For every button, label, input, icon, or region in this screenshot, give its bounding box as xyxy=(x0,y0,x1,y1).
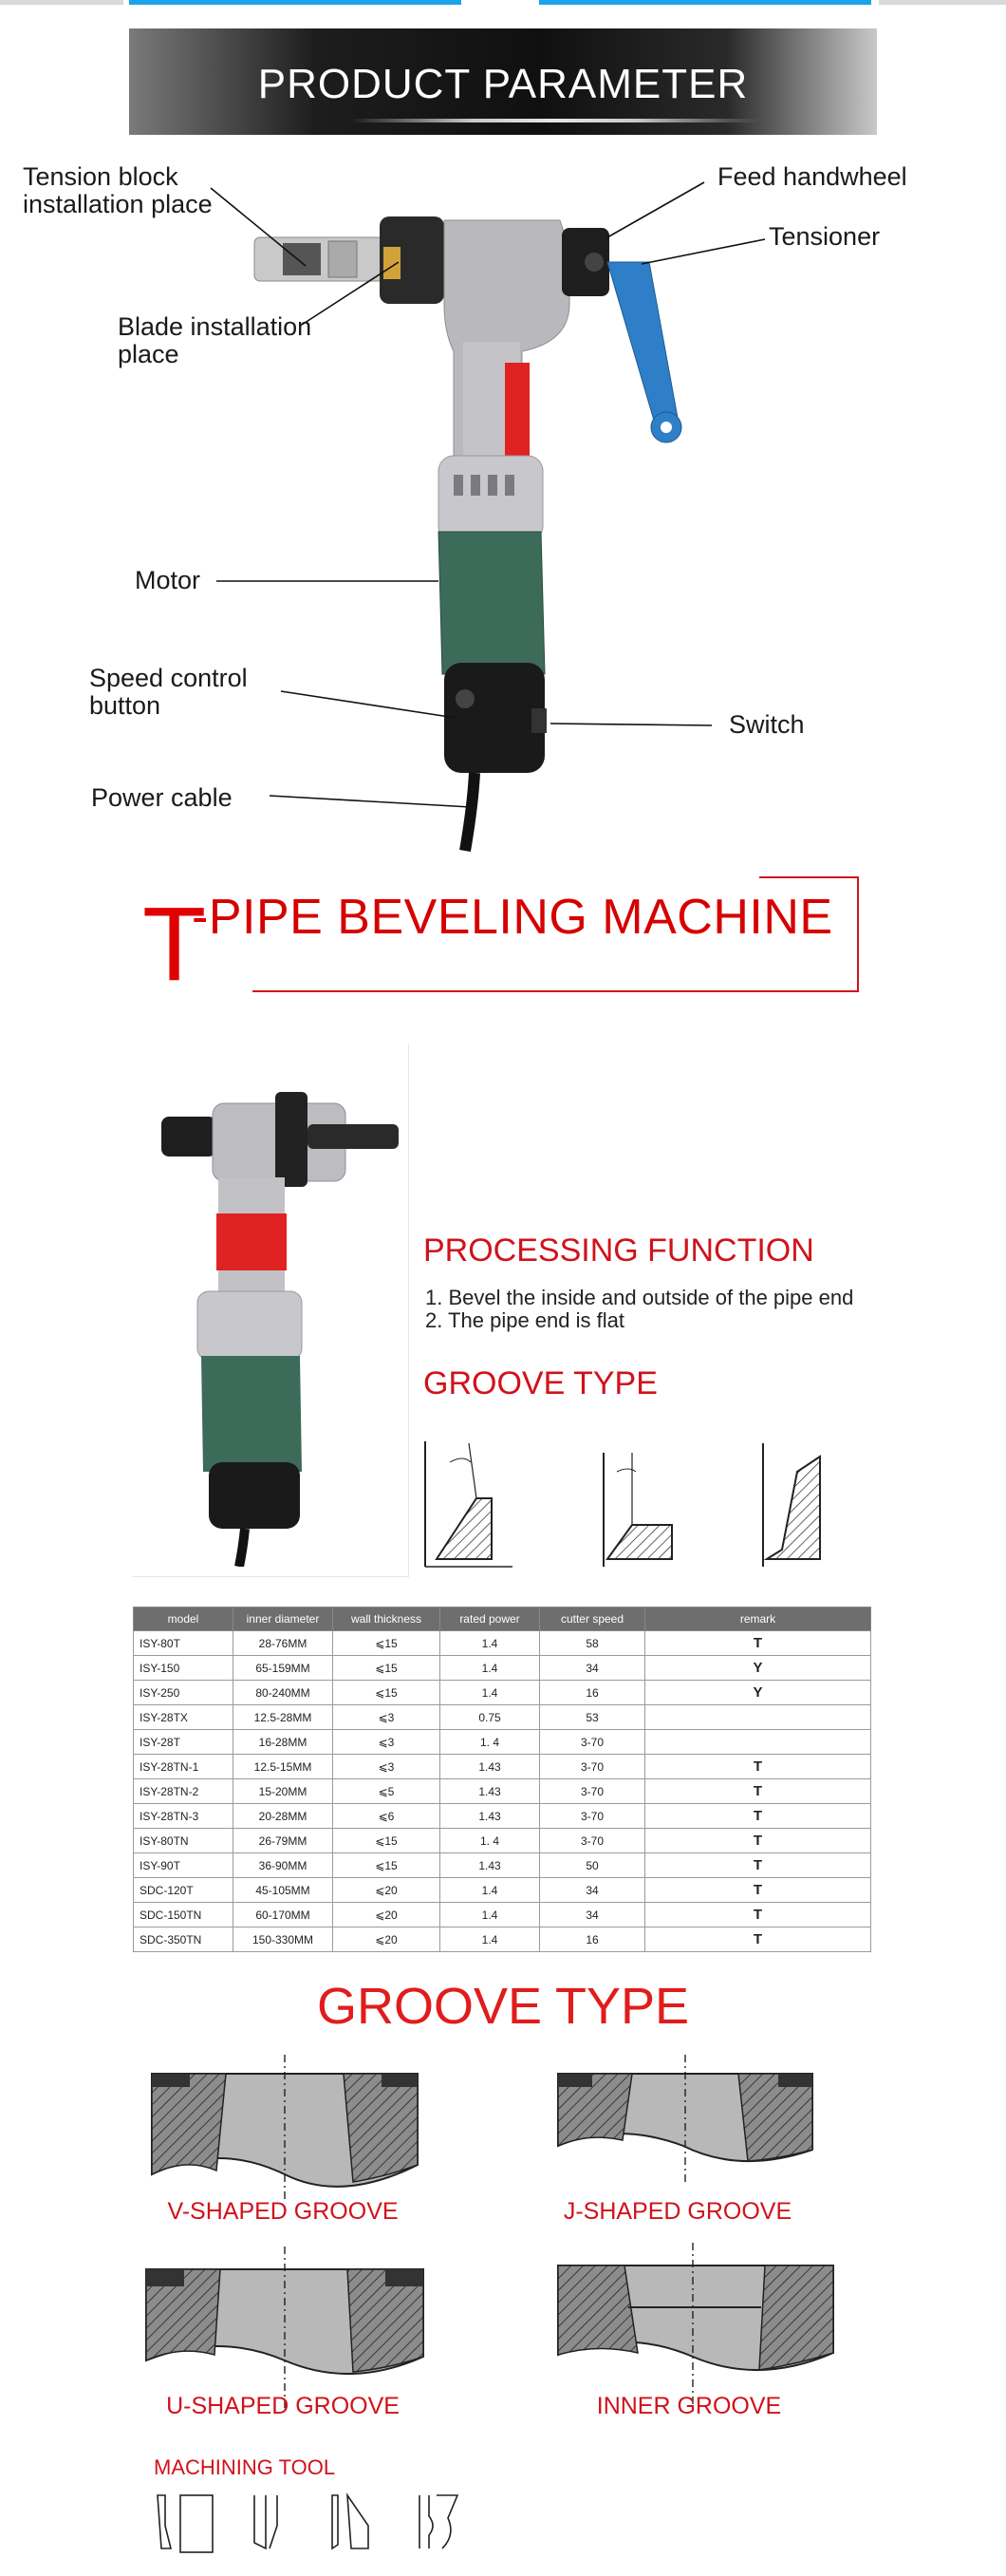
cell-model: ISY-28TX xyxy=(134,1705,233,1730)
cell-rated-power: 1.4 xyxy=(440,1631,540,1656)
cell-wall-thickness: ⩽15 xyxy=(333,1829,440,1853)
table-row xyxy=(134,1730,871,1755)
cell-cutter-speed: 34 xyxy=(540,1656,645,1681)
callout-switch: Switch xyxy=(729,710,805,739)
cell-model: ISY-80T xyxy=(134,1631,233,1656)
cell-cutter-speed: 3-70 xyxy=(540,1755,645,1779)
machining-tool-heading: MACHINING TOOL xyxy=(154,2455,336,2479)
cell-rated-power: 1. 4 xyxy=(440,1829,540,1853)
cell-cutter-speed: 34 xyxy=(540,1903,645,1927)
cell-wall-thickness: ⩽3 xyxy=(333,1705,440,1730)
groove-sketch-1 xyxy=(425,1441,512,1567)
cell-inner-diameter: 60-170MM xyxy=(233,1903,333,1927)
table-row xyxy=(134,1878,871,1903)
cell-inner-diameter: 45-105MM xyxy=(233,1878,333,1903)
section-title: -PIPE BEVELING MACHINE xyxy=(192,890,833,945)
cell-remark: T xyxy=(645,1853,871,1878)
callout-tensioner: Tensioner xyxy=(769,222,881,251)
table-row xyxy=(134,1755,871,1779)
groove-sketches xyxy=(418,1434,892,1576)
callout-tension-block: Tension block installation place xyxy=(23,162,213,218)
cell-remark: T xyxy=(645,1903,871,1927)
cell-wall-thickness: ⩽3 xyxy=(333,1730,440,1755)
power-cable-shape xyxy=(465,773,475,851)
groove-type-small-heading: GROOVE TYPE xyxy=(423,1365,658,1401)
cell-cutter-speed: 3-70 xyxy=(540,1804,645,1829)
cell-wall-thickness: ⩽3 xyxy=(333,1755,440,1779)
tool-sketch-2 xyxy=(254,2495,277,2548)
cell-remark xyxy=(645,1730,871,1755)
processing-item-2: 2. The pipe end is flat xyxy=(425,1308,624,1332)
processing-heading: PROCESSING FUNCTION xyxy=(423,1232,814,1269)
inner-groove-diagram xyxy=(558,2243,833,2404)
page-title: PRODUCT PARAMETER xyxy=(257,61,749,107)
cell-remark: T xyxy=(645,1878,871,1903)
u-groove-diagram xyxy=(146,2247,423,2408)
end-cap-shape xyxy=(444,663,545,773)
cell-rated-power: 1.4 xyxy=(440,1878,540,1903)
callout-blade: Blade installation place xyxy=(118,312,312,368)
cell-model: ISY-250 xyxy=(134,1681,233,1705)
cell-rated-power: 1.4 xyxy=(440,1681,540,1705)
table-row xyxy=(134,1903,871,1927)
motor-housing-shape xyxy=(438,456,543,541)
processing-item-1: 1. Bevel the inside and outside of the pipe end xyxy=(425,1286,854,1309)
switch-shape xyxy=(531,708,547,733)
cell-model: SDC-350TN xyxy=(134,1927,233,1952)
cell-inner-diameter: 12.5-28MM xyxy=(233,1705,333,1730)
cell-remark: T xyxy=(645,1829,871,1853)
cell-inner-diameter: 20-28MM xyxy=(233,1804,333,1829)
cell-rated-power: 1.43 xyxy=(440,1804,540,1829)
cell-inner-diameter: 36-90MM xyxy=(233,1853,333,1878)
cell-model: SDC-150TN xyxy=(134,1903,233,1927)
cell-cutter-speed: 3-70 xyxy=(540,1779,645,1804)
tensioner-ring-hole xyxy=(661,422,672,433)
spec-table xyxy=(133,1607,871,1952)
cell-wall-thickness: ⩽20 xyxy=(333,1927,440,1952)
callout-power-cable: Power cable xyxy=(91,783,233,812)
cell-inner-diameter: 80-240MM xyxy=(233,1681,333,1705)
groove-type-heading: GROOVE TYPE xyxy=(316,1978,690,2035)
tool-sketch-4 xyxy=(419,2495,457,2548)
handle-shape xyxy=(438,532,545,674)
table-row xyxy=(134,1804,871,1829)
table-row xyxy=(134,1681,871,1705)
table-row xyxy=(134,1853,871,1878)
cell-inner-diameter: 26-79MM xyxy=(233,1829,333,1853)
top-bar-left-gray xyxy=(0,0,123,5)
cell-inner-diameter: 28-76MM xyxy=(233,1631,333,1656)
cell-remark: T xyxy=(645,1779,871,1804)
section-title-letter: T xyxy=(142,886,207,1003)
cell-model: ISY-80TN xyxy=(134,1829,233,1853)
col-remark: remark xyxy=(645,1608,871,1631)
cell-model: ISY-28TN-3 xyxy=(134,1804,233,1829)
cell-rated-power: 1.4 xyxy=(440,1927,540,1952)
cell-wall-thickness: ⩽20 xyxy=(333,1903,440,1927)
tension-block-shape xyxy=(283,243,321,275)
cell-wall-thickness: ⩽6 xyxy=(333,1804,440,1829)
cell-wall-thickness: ⩽15 xyxy=(333,1681,440,1705)
cell-rated-power: 1.43 xyxy=(440,1755,540,1779)
cell-cutter-speed: 16 xyxy=(540,1681,645,1705)
header-underline xyxy=(349,119,759,122)
caption-inner-groove: INNER GROOVE xyxy=(596,2393,782,2419)
cell-inner-diameter: 16-28MM xyxy=(233,1730,333,1755)
cell-wall-thickness: ⩽15 xyxy=(333,1656,440,1681)
cell-cutter-speed: 34 xyxy=(540,1878,645,1903)
table-row xyxy=(134,1779,871,1804)
callout-speed-control: Speed control button xyxy=(89,664,248,720)
cell-inner-diameter: 65-159MM xyxy=(233,1656,333,1681)
tool-sketch-3 xyxy=(332,2495,368,2548)
groove-diagrams xyxy=(0,2051,1006,2450)
mandrel-collar xyxy=(328,241,357,277)
j-groove-diagram xyxy=(558,2055,812,2184)
groove-sketch-3 xyxy=(763,1443,820,1567)
cell-remark: T xyxy=(645,1927,871,1952)
callout-motor: Motor xyxy=(135,566,201,594)
cell-wall-thickness: ⩽15 xyxy=(333,1853,440,1878)
cell-rated-power: 1.4 xyxy=(440,1656,540,1681)
col-wall-thickness: wall thickness xyxy=(333,1608,440,1631)
table-row xyxy=(134,1927,871,1952)
cell-cutter-speed: 58 xyxy=(540,1631,645,1656)
cell-remark: T xyxy=(645,1631,871,1656)
cell-wall-thickness: ⩽15 xyxy=(333,1631,440,1656)
v-groove-diagram xyxy=(152,2055,418,2203)
caption-u-groove: U-SHAPED GROOVE xyxy=(166,2393,400,2419)
cell-rated-power: 1.43 xyxy=(440,1779,540,1804)
speed-dial-shape xyxy=(456,689,475,708)
tool-sketch-1 xyxy=(158,2495,213,2552)
cell-remark: T xyxy=(645,1755,871,1779)
caption-v-groove: V-SHAPED GROOVE xyxy=(167,2198,399,2225)
caption-j-groove: J-SHAPED GROOVE xyxy=(563,2198,792,2225)
cell-rated-power: 1. 4 xyxy=(440,1730,540,1755)
machining-tool-sketches xyxy=(152,2488,494,2564)
cell-cutter-speed: 3-70 xyxy=(540,1730,645,1755)
cell-cutter-speed: 50 xyxy=(540,1853,645,1878)
cell-model: ISY-150 xyxy=(134,1656,233,1681)
callout-feed-handwheel: Feed handwheel xyxy=(717,162,907,191)
header-banner xyxy=(129,28,877,135)
groove-sketch-2 xyxy=(604,1453,672,1567)
cell-remark: T xyxy=(645,1804,871,1829)
table-row xyxy=(134,1656,871,1681)
tensioner-lever-shape xyxy=(607,262,678,423)
col-inner-diameter: inner diameter xyxy=(233,1608,333,1631)
handwheel-hub xyxy=(585,253,604,272)
cell-cutter-speed: 3-70 xyxy=(540,1829,645,1853)
cell-wall-thickness: ⩽20 xyxy=(333,1878,440,1903)
cell-model: SDC-120T xyxy=(134,1878,233,1903)
cell-rated-power: 1.4 xyxy=(440,1903,540,1927)
cell-cutter-speed: 53 xyxy=(540,1705,645,1730)
cell-inner-diameter: 12.5-15MM xyxy=(233,1755,333,1779)
cell-remark: Y xyxy=(645,1681,871,1705)
top-bar-blue-2 xyxy=(539,0,871,5)
cell-inner-diameter: 150-330MM xyxy=(233,1927,333,1952)
cell-model: ISY-90T xyxy=(134,1853,233,1878)
cell-model: ISY-28TN-2 xyxy=(134,1779,233,1804)
top-bar-right-gray xyxy=(879,0,1006,5)
cell-remark: Y xyxy=(645,1656,871,1681)
col-model: model xyxy=(134,1608,233,1631)
col-rated-power: rated power xyxy=(440,1608,540,1631)
table-row xyxy=(134,1705,871,1730)
col-cutter-speed: cutter speed xyxy=(540,1608,645,1631)
cell-rated-power: 1.43 xyxy=(440,1853,540,1878)
table-row xyxy=(134,1829,871,1853)
cell-remark xyxy=(645,1705,871,1730)
cell-cutter-speed: 16 xyxy=(540,1927,645,1952)
cell-model: ISY-28TN-1 xyxy=(134,1755,233,1779)
cell-wall-thickness: ⩽5 xyxy=(333,1779,440,1804)
top-bar-blue-1 xyxy=(129,0,461,5)
cell-rated-power: 0.75 xyxy=(440,1705,540,1730)
cell-model: ISY-28T xyxy=(134,1730,233,1755)
product-photo xyxy=(133,1054,408,1567)
table-header-row xyxy=(134,1608,871,1631)
table-row xyxy=(134,1631,871,1656)
cell-inner-diameter: 15-20MM xyxy=(233,1779,333,1804)
machine-diagram xyxy=(0,142,1006,864)
